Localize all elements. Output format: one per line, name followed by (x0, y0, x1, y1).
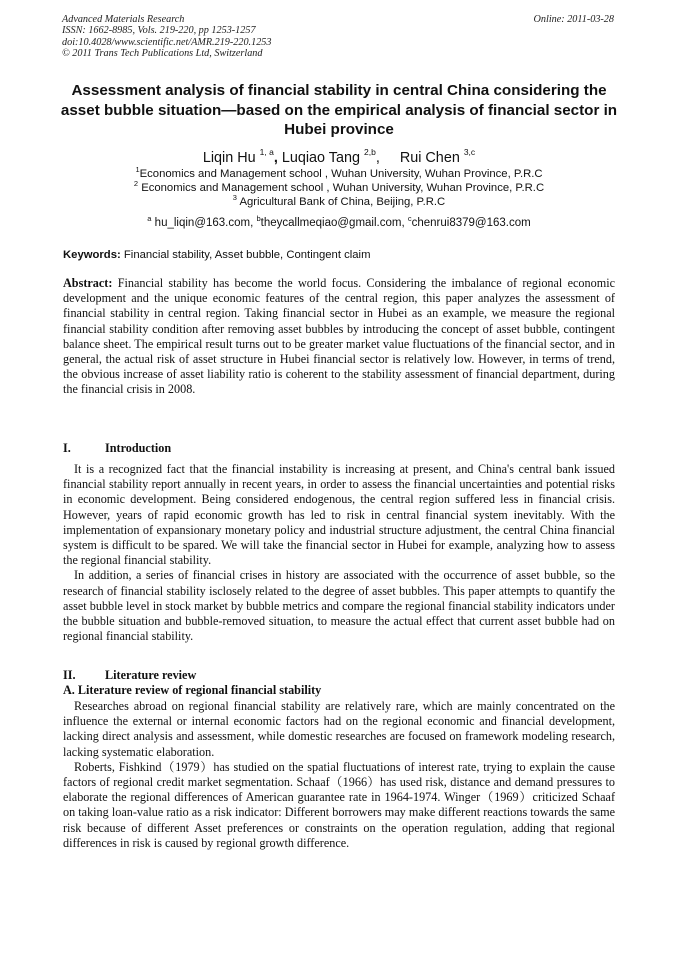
journal-name: Advanced Materials Research (62, 14, 185, 25)
keywords-text: Financial stability, Asset bubble, Contingent claim (123, 249, 371, 261)
affiliation-text: Economics and Management school , Wuhan University, Wuhan Province, P.R.C (141, 182, 545, 194)
paragraph: Researches abroad on regional financial stability are relatively rare, which are mainly concentrated on the influence the external or internal economic factors had on the regional economic and financial development, lacking direct analysis and assessment, while domestic researches are focused on framework modeling research, lacking systematic elaboration. (63, 699, 615, 759)
journal-header (62, 14, 614, 60)
literature-review-body (63, 699, 615, 851)
author-affiliation-mark: 2,b (364, 147, 376, 157)
section-title: Introduction (105, 441, 172, 455)
email-mark: a (147, 214, 152, 223)
section-title: Literature review (105, 668, 197, 682)
email-link[interactable]: hu_liqin@163.com (154, 217, 251, 229)
section-heading-introduction (63, 441, 615, 456)
email-link[interactable]: theycallmeqiao@gmail.com (260, 217, 402, 229)
email-mark: b (256, 214, 261, 223)
affiliation-3 (0, 191, 678, 209)
email-list: $^a$ hu_liqin@163.com, $^b$theycallmeqiao@gmail.com, $^c$chenrui8379@163.com (147, 214, 531, 229)
paragraph: It is a recognized fact that the financial instability is increasing at present, and China's central bank issued financial stability report annually in recent years, in order to assess the financial uncertainties and potential risks in economic development. Being considered endogenous, the central region suffered less in financial crisis. However, years of rapid economic growth has led to risk in central financial system inevitably. With the implementation of expansionary monetary policy and industrial structure adjustment, the central China financial system is difficult to be spared. We will take the financial sector in Hubei for example, analyzing how to assess the regional financial stability. (63, 462, 615, 568)
affiliation-text: Economics and Management school , Wuhan University, Wuhan Province, P.R.C (139, 168, 543, 180)
keywords (63, 248, 615, 262)
keywords-label: Keywords: (63, 249, 121, 261)
subsection-heading: A. Literature review of regional financial stability (63, 683, 322, 697)
section-heading-literature-review (63, 668, 615, 683)
abstract (63, 276, 615, 398)
author-affiliation-mark: 1, a (259, 147, 274, 157)
affiliation-mark: 3 (232, 193, 237, 202)
author-name: Rui Chen (399, 150, 460, 166)
abstract-label: Abstract: (63, 276, 113, 290)
author-name: Liqin Hu (202, 150, 256, 166)
author-name: Luqiao Tang (281, 150, 360, 166)
copyright-line: © 2011 Trans Tech Publications Ltd, Switzerland (62, 48, 263, 60)
online-date: Online: 2011-03-28 (533, 14, 614, 25)
paragraph: In addition, a series of financial crises in history are associated with the occurrence of asset bubble, so the research of financial stability isclosely related to the degree of asset bubbles. This paper attempts to quantify the asset bubble level in stock market by bubble metrics and compare the regional financial stability indicators under the bubble situation and bubble-removed situation, to measure the actual effect that current asset bubble had on regional financial stability. (63, 568, 615, 644)
affiliation-text: Agricultural Bank of China, Beijing, P.R.C (239, 196, 446, 208)
introduction-body (63, 462, 615, 644)
doi-line[interactable]: doi:10.4028/www.scientific.net/AMR.219-220.1253 (62, 36, 272, 48)
paper-title: Assessment analysis of financial stability in central China considering the asset bubble situation—based on the empirical analysis of financial sector in Hubei province (60, 82, 618, 138)
abstract-text: Financial stability has become the world focus. Considering the imbalance of regional economic development and the unique economic features of the central region, this paper analyzes the assessment of financial stability in central region. Taking financial sector in Hubei as an example, we measure the regional financial stability condition after removing asset bubbles by introducing the concept of asset bubble, contingent balance sheet. The empirical result turns out to be greater market value fluctuations of the financial sector, and in general, the actual risk of asset structure in Hubei financial sector is relatively low. However, in terms of trend, the obvious increase of asset liability ratio is coherent to the stability assessment of financial department, during the financial crisis in 2008. (63, 276, 615, 397)
author-list: Liqin Hu $^{1, a}$, Luqiao Tang $^{2,b}$, Rui Chen $^{3,c}$ (202, 147, 476, 166)
section-number: I. (63, 441, 71, 455)
paragraph: Roberts, Fishkind（1979）has studied on the spatial fluctuations of interest rate, trying to explain the cause factors of regional credit market segmentation. Schaaf（1966）has used risk, distance and demand pressures to elaborate the regional differences of American guarantee rate in 1964-1974. Winger（1969）criticized Schaaf on taking loan-value ratio as a risk indicator: Different borrowers may make different reactions towards the same risk because of different Asset preferences or constraints on the operation regulation, adding that regional differences in risk is caused by regional growth difference. (63, 759, 615, 850)
email-mark: c (407, 214, 412, 223)
affiliation-mark: 1 (135, 165, 140, 174)
email-link[interactable]: chenrui8379@163.com (411, 217, 531, 229)
issn-line: ISSN: 1662-8985, Vols. 219-220, pp 1253-1257 (62, 25, 256, 37)
affiliation-mark: 2 (133, 179, 139, 188)
author-affiliation-mark: 3,c (463, 147, 476, 157)
section-number: II. (63, 668, 76, 682)
